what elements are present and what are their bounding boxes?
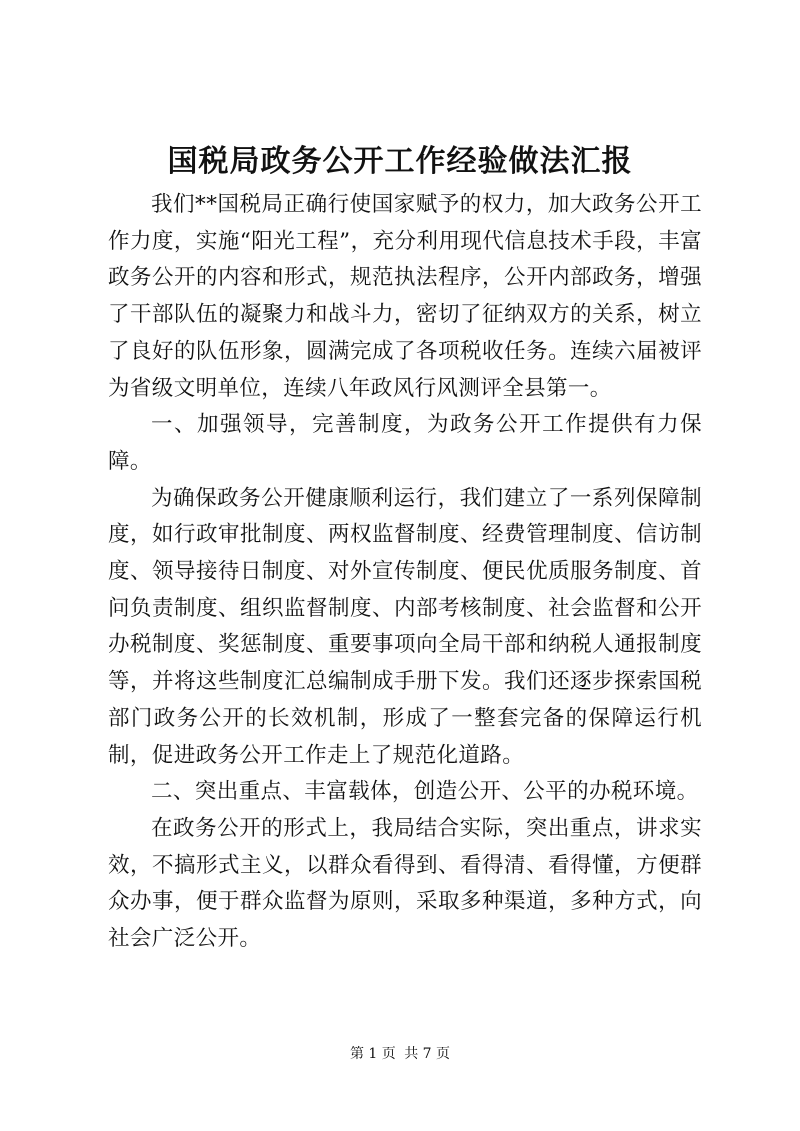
document-title: 国税局政务公开工作经验做法汇报 — [167, 144, 633, 179]
page-footer — [0, 1044, 800, 1064]
paragraph-section-1: 为确保政务公开健康顺利运行，我们建立了一系列保障制度，如行政审批制度、两权监督制度、经费管理制度、信访制度、领导接待日制度、对外宣传制度、便民优质服务制度、首问负责制度、组织监督制度、内部考核制度、社会监督和公开办税制度、奖惩制度、重要事项向全局干部和纳税人通报制度等，并将这些制度汇总编制成手册下发。我们还逐步探索国税部门政务公开的长效机制，形成了一整套完备的保障运行机制，促进政务公开工作走上了规范化道路。 — [108, 485, 702, 768]
section-heading-1: 一、加强领导，完善制度，为政务公开工作提供有力保障。 — [108, 412, 702, 474]
paragraph-intro: 我们**国税局正确行使国家赋予的权力，加大政务公开工作力度，实施“阳光工程”，充分利用现代信息技术手段，丰富政务公开的内容和形式，规范执法程序，公开内部政务，增强了干部队伍的凝聚力和战斗力，密切了征纳双方的关系，树立了良好的队伍形象，圆满完成了各项税收任务。连续六届被评为省级文明单位，连续八年政风行风测评全县第一。 — [108, 192, 702, 401]
page-number: 第 1 页 — [349, 1046, 396, 1062]
document-body — [108, 187, 702, 958]
section-heading-2: 二、突出重点、丰富载体，创造公开、公平的办税环境。 — [151, 779, 699, 805]
page-total: 共 7 页 — [404, 1046, 451, 1062]
paragraph-section-2: 在政务公开的形式上，我局结合实际，突出重点，讲求实效，不搞形式主义，以群众看得到、看得清、看得懂，方便群众办事，便于群众监督为原则，采取多种渠道，多种方式，向社会广泛公开。 — [108, 815, 702, 952]
